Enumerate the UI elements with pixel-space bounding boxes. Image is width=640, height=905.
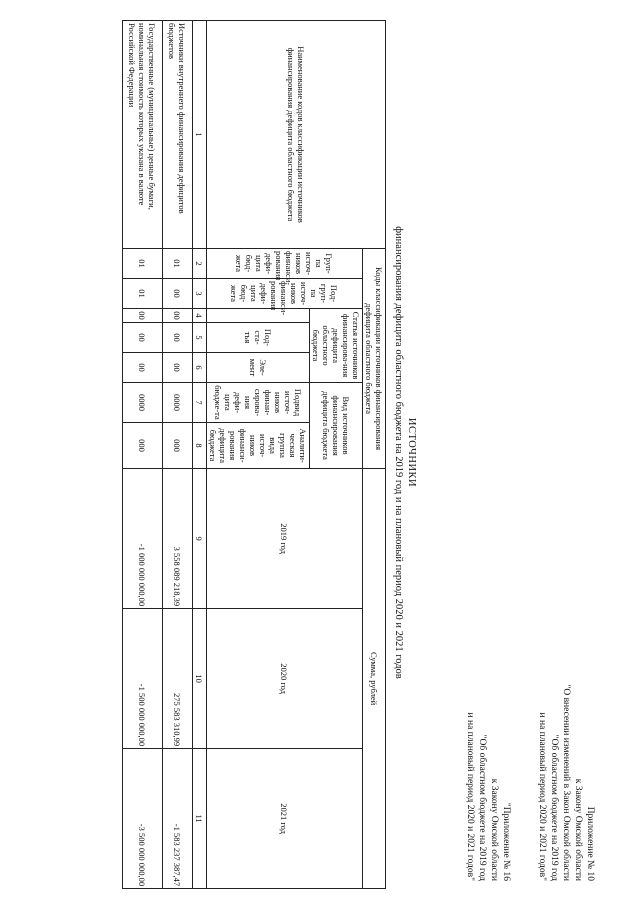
code-cell: 000 <box>163 423 193 469</box>
appendix-line: и на плановый период 2020 и 2021 годов" <box>465 712 475 881</box>
appendix-line: и на плановый период 2020 и 2021 годов" <box>537 712 547 881</box>
col-number: 1 <box>193 21 207 249</box>
code-cell: 01 <box>123 249 163 279</box>
document-title <box>392 0 418 905</box>
col-number: 10 <box>193 609 207 749</box>
appendix-line: к Закону Омской области <box>573 778 583 881</box>
row-name: Источники внутреннего финансирования дефицитов бюджетов <box>163 21 193 249</box>
value-2019: -1 000 000 000,00 <box>123 469 163 609</box>
col-number: 4 <box>193 309 207 323</box>
code-cell: 00 <box>123 309 163 323</box>
col-number: 6 <box>193 353 207 383</box>
col-number: 5 <box>193 323 207 353</box>
appendix-line: "О внесении изменений в Закон Омской области <box>561 684 571 881</box>
code-cell: 000 <box>123 423 163 469</box>
value-2021: -1 583 237 387,47 <box>163 749 193 889</box>
header-subgroup: Под-груп-па источ-ников финанси-рования дефи-цита бюд-жета <box>207 279 363 309</box>
appendix-line: "Об областном бюджете на 2019 год <box>549 734 559 881</box>
appendix-line: "Об областном бюджете на 2019 год <box>477 734 487 881</box>
header-sum-group: Сумма, рублей <box>363 469 386 889</box>
appendix-line: к Закону Омской области <box>489 778 499 881</box>
value-2021: -3 500 000 000,00 <box>123 749 163 889</box>
value-2020: 275 583 310,99 <box>163 609 193 749</box>
code-cell: 01 <box>163 249 193 279</box>
code-cell: 00 <box>163 323 193 353</box>
code-cell: 00 <box>163 353 193 383</box>
table-row <box>163 21 193 889</box>
code-cell: 01 <box>123 279 163 309</box>
code-cell: 00 <box>123 323 163 353</box>
header-codes-group: Коды классификации источников финансирования дефицита областного бюджета <box>363 249 386 469</box>
col-number: 8 <box>193 423 207 469</box>
code-cell: 00 <box>123 353 163 383</box>
header-subkind: Подвид источ-ников финан-сирова-ния дефи-цита бюдже-та <box>207 383 310 423</box>
header-article <box>207 309 310 323</box>
appendix-10-block <box>536 684 596 881</box>
header-kind-group: Вид источников финансирования дефицита бюджета <box>310 383 363 469</box>
header-name: Наименование кодов классификации источников финансирования дефицита областного бюджета <box>207 21 386 249</box>
appendix-line: Приложение № 10 <box>585 806 595 881</box>
row-name: Государственные (муниципальные) ценные бумаги, номинальная стоимость которых указана в валюте Российской Федерации <box>123 21 163 249</box>
code-cell: 0000 <box>163 383 193 423</box>
header-analytic: Аналити-ческая группа вида источ-ников финанси-рования дефицита бюджета <box>207 423 310 469</box>
header-2019: 2019 год <box>207 469 363 609</box>
title-head: ИСТОЧНИКИ <box>406 417 417 488</box>
code-cell: 00 <box>163 309 193 323</box>
sources-table <box>122 20 386 889</box>
value-2019: 3 558 089 218,39 <box>163 469 193 609</box>
col-number: 9 <box>193 469 207 609</box>
header-2021: 2021 год <box>207 749 363 889</box>
col-number: 11 <box>193 749 207 889</box>
header-substatya: Под-ста-тья <box>207 323 310 353</box>
col-number: 2 <box>193 249 207 279</box>
appendix-line: "Приложение № 16 <box>501 802 511 881</box>
column-numbers-row <box>193 21 207 889</box>
value-2020: -1 500 000 000,00 <box>123 609 163 749</box>
code-cell: 0000 <box>123 383 163 423</box>
header-element: Эле-мент <box>207 353 310 383</box>
col-number: 3 <box>193 279 207 309</box>
header-article-group: Статья источников финансирова-ния дефицита областного бюджета <box>310 309 363 383</box>
title-sub: финансирования дефицита областного бюджета на 2019 год и на плановый период 2020 и 2021 годов <box>393 226 404 679</box>
appendix-16-block <box>464 713 512 881</box>
code-cell: 00 <box>163 279 193 309</box>
col-number: 7 <box>193 383 207 423</box>
table-row <box>123 21 163 889</box>
header-group: Груп-па источ-ников финанси-рования дефи-цита бюд-жета <box>207 249 363 279</box>
header-2020: 2020 год <box>207 609 363 749</box>
